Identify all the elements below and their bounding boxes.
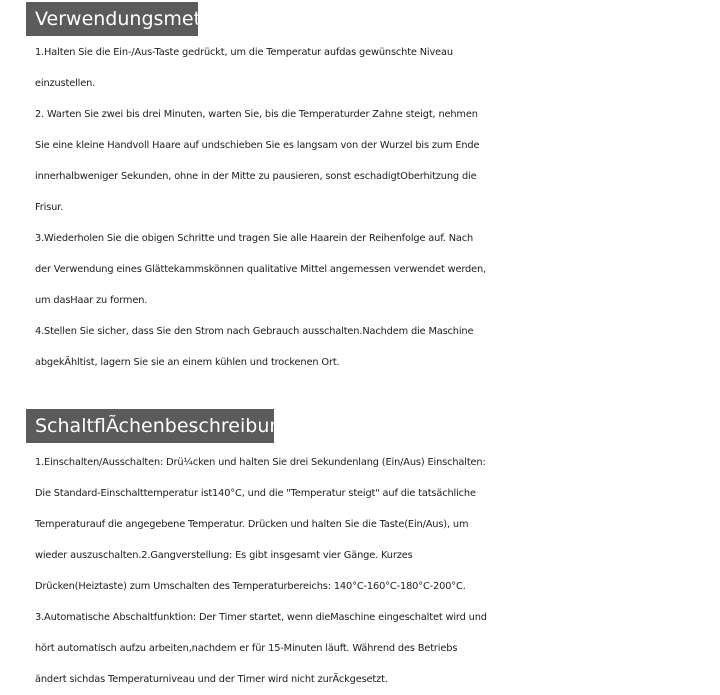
usage-line: Frisur. — [35, 202, 64, 213]
usage-line: 4.Stellen Sie sicher, dass Sie den Strom nach Gebrauch ausschalten.Nachdem die Maschine — [35, 326, 474, 337]
usage-line: um dasHaar zu formen. — [35, 295, 148, 306]
usage-line: der Verwendung eines Glättekammskönnen qualitative Mittel angemessen verwendet werden, — [35, 264, 487, 275]
usage-section-heading: Verwendungsmeth — [26, 2, 198, 36]
button-description-line: Drücken(Heiztaste) zum Umschalten des Temperaturbereichs: 140°C-160°C-180°C-200°C. — [35, 581, 466, 592]
button-description-line: hört automatisch aufzu arbeiten,nachdem er für 15-Minuten läuft. Während des Betriebs — [35, 643, 458, 654]
usage-line: Sie eine kleine Handvoll Haare auf undschieben Sie es langsam von der Wurzel bis zum Ende — [35, 140, 480, 151]
buttons-section-heading: SchaltflÃchenbeschreibung — [26, 409, 274, 443]
button-description-line: ändert sichdas Temperaturniveau und der Timer wird nicht zurÃckgesetzt. — [35, 674, 388, 685]
usage-line: abgekÃhltist, lagern Sie sie an einem kühlen und trockenen Ort. — [35, 357, 340, 368]
usage-line: einzustellen. — [35, 78, 96, 89]
usage-instructions — [35, 37, 720, 378]
button-description-line: 3.Automatische Abschaltfunktion: Der Timer startet, wenn dieMaschine eingeschaltet wird und — [35, 612, 487, 623]
usage-line: 3.Wiederholen Sie die obigen Schritte und tragen Sie alle Haarein der Reihenfolge auf. Nach — [35, 233, 474, 244]
button-description-line: 1.Einschalten/Ausschalten: Drü¼cken und halten Sie drei Sekundenlang (Ein/Aus) Einschalten: — [35, 457, 486, 468]
usage-line: 2. Warten Sie zwei bis drei Minuten, warten Sie, bis die Temperaturder Zahne steigt, nehmen — [35, 109, 478, 120]
usage-line: 1.Halten Sie die Ein-/Aus-Taste gedrückt, um die Temperatur aufdas gewünschte Niveau — [35, 47, 453, 58]
button-description-line: Temperaturauf die angegebene Temperatur. Drücken und halten Sie die Taste(Ein/Aus), um — [35, 519, 469, 530]
button-descriptions — [35, 447, 720, 695]
button-description-line: wieder auszuschalten.2.Gangverstellung: Es gibt insgesamt vier Gänge. Kurzes — [35, 550, 413, 561]
usage-line: innerhalbweniger Sekunden, ohne in der Mitte zu pausieren, sonst eschadigtOberhitzung die — [35, 171, 477, 182]
button-description-line: Die Standard-Einschalttemperatur ist140°C, und die "Temperatur steigt" auf die tatsächliche — [35, 488, 476, 499]
